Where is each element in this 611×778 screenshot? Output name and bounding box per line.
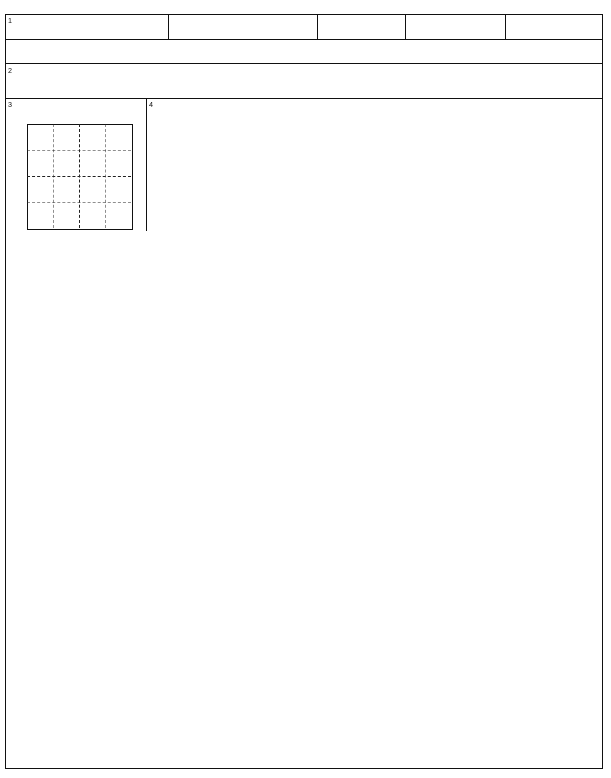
section-box[interactable]	[27, 124, 133, 230]
grid-line	[105, 124, 106, 228]
divider	[317, 14, 318, 39]
divider	[405, 14, 406, 39]
divider	[5, 63, 603, 64]
section-2-number: 2	[8, 66, 12, 75]
section-box-hcenter	[27, 176, 131, 177]
section-4-number: 4	[149, 100, 153, 109]
grid-line	[27, 202, 131, 203]
divider	[5, 98, 603, 99]
divider	[168, 14, 169, 39]
divider	[505, 14, 506, 39]
divider	[146, 98, 147, 231]
divider	[5, 39, 603, 40]
section-1-number: 1	[8, 16, 12, 25]
grid-line	[27, 150, 131, 151]
section-3-number: 3	[8, 100, 12, 109]
grid-line	[53, 124, 54, 228]
